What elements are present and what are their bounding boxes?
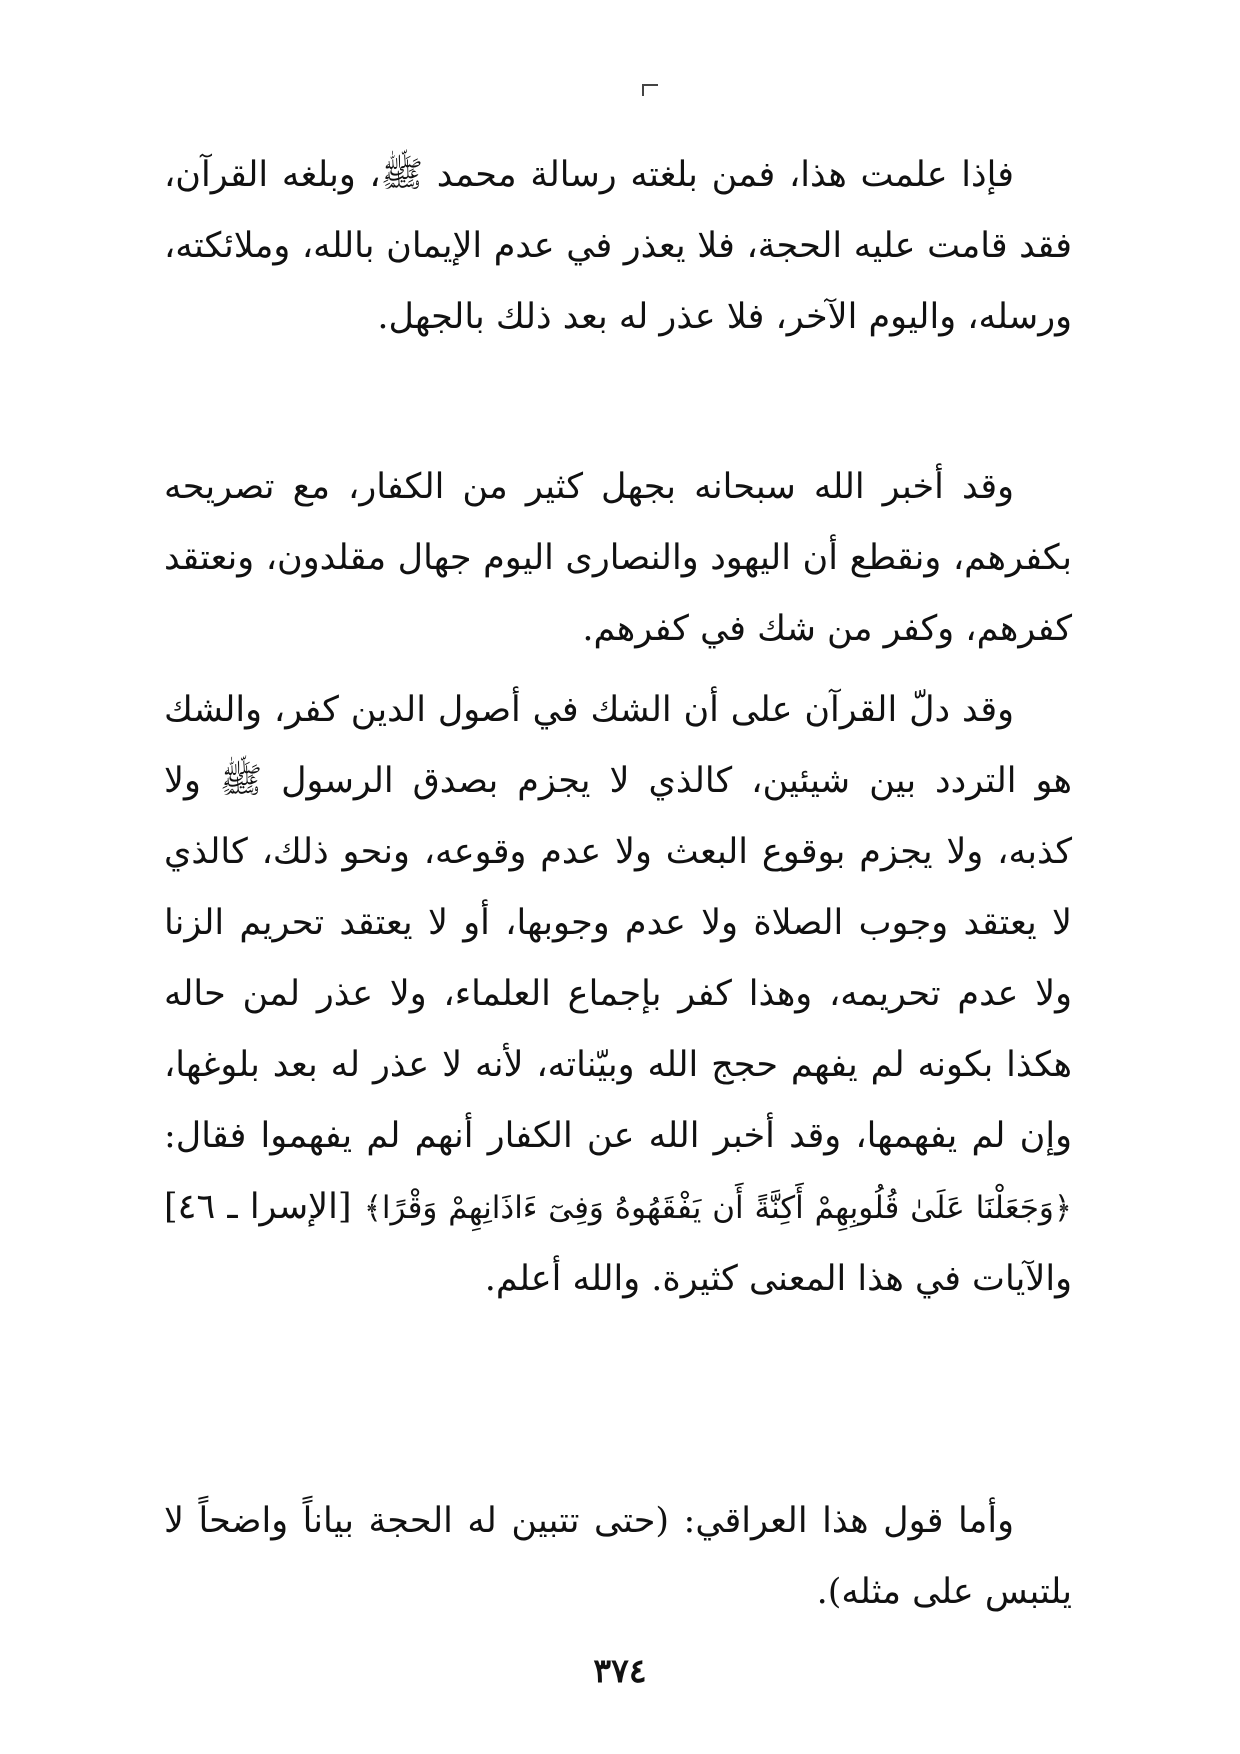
- paragraph-doubt-text: وقد دلّ القرآن على أن الشك في أصول الدين كفر، والشك هو التردد بين شيئين، كالذي لا يجزم بصدق الرسول ﷺ ولا كذبه، ولا يجزم بوقوع البعث ولا عدم وقوعه، ونحو ذلك، كالذي لا يعتقد وجوب الصلاة ولا عدم وجوبها، أو لا يعتقد تحريم الزنا ولا عدم تحريمه، وهذا كفر بإجماع العلماء، ولا عذر لمن حاله هكذا بكونه لم يفهم حجج الله وبيّناته، لأنه لا عذر له بعد بلوغها، وإن لم يفهمها، وقد أخبر الله عن الكفار أنهم لم يفهموا فقال:: [164, 690, 1072, 1156]
- top-corner-mark: [642, 84, 658, 96]
- paragraph-doubt-closing: [الإسرا ـ ٤٦] والآيات في هذا المعنى كثيرة. والله أعلم.: [164, 1187, 1072, 1299]
- paragraph-doubt-in-religion: [164, 675, 1072, 1315]
- page-number: ٣٧٤: [593, 1651, 647, 1690]
- paragraph-ignorance-of-disbelievers: وقد أخبر الله سبحانه بجهل كثير من الكفار، مع تصريحه بكفرهم، ونقطع أن اليهود والنصارى اليوم جهال مقلدون، ونعتقد كفرهم، وكفر من شك في كفرهم.: [164, 467, 1072, 649]
- paragraph-iraqi-statement: وأما قول هذا العراقي: (حتى تتبين له الحجة بياناً واضحاً لا يلتبس على مثله).: [164, 1501, 1072, 1612]
- quran-verse: ﴿وَجَعَلْنَا عَلَىٰ قُلُوبِهِمْ أَكِنَّةً أَن يَفْقَهُوهُ وَفِىٓ ءَاذَانِهِمْ وَقْرًا﴾: [363, 1190, 1072, 1226]
- paragraph-proof-established: فإذا علمت هذا، فمن بلغته رسالة محمد ﷺ، وبلغه القرآن، فقد قامت عليه الحجة، فلا يعذر في عدم الإيمان بالله، وملائكته، ورسله، واليوم الآخر، فلا عذر له بعد ذلك بالجهل.: [164, 155, 1072, 337]
